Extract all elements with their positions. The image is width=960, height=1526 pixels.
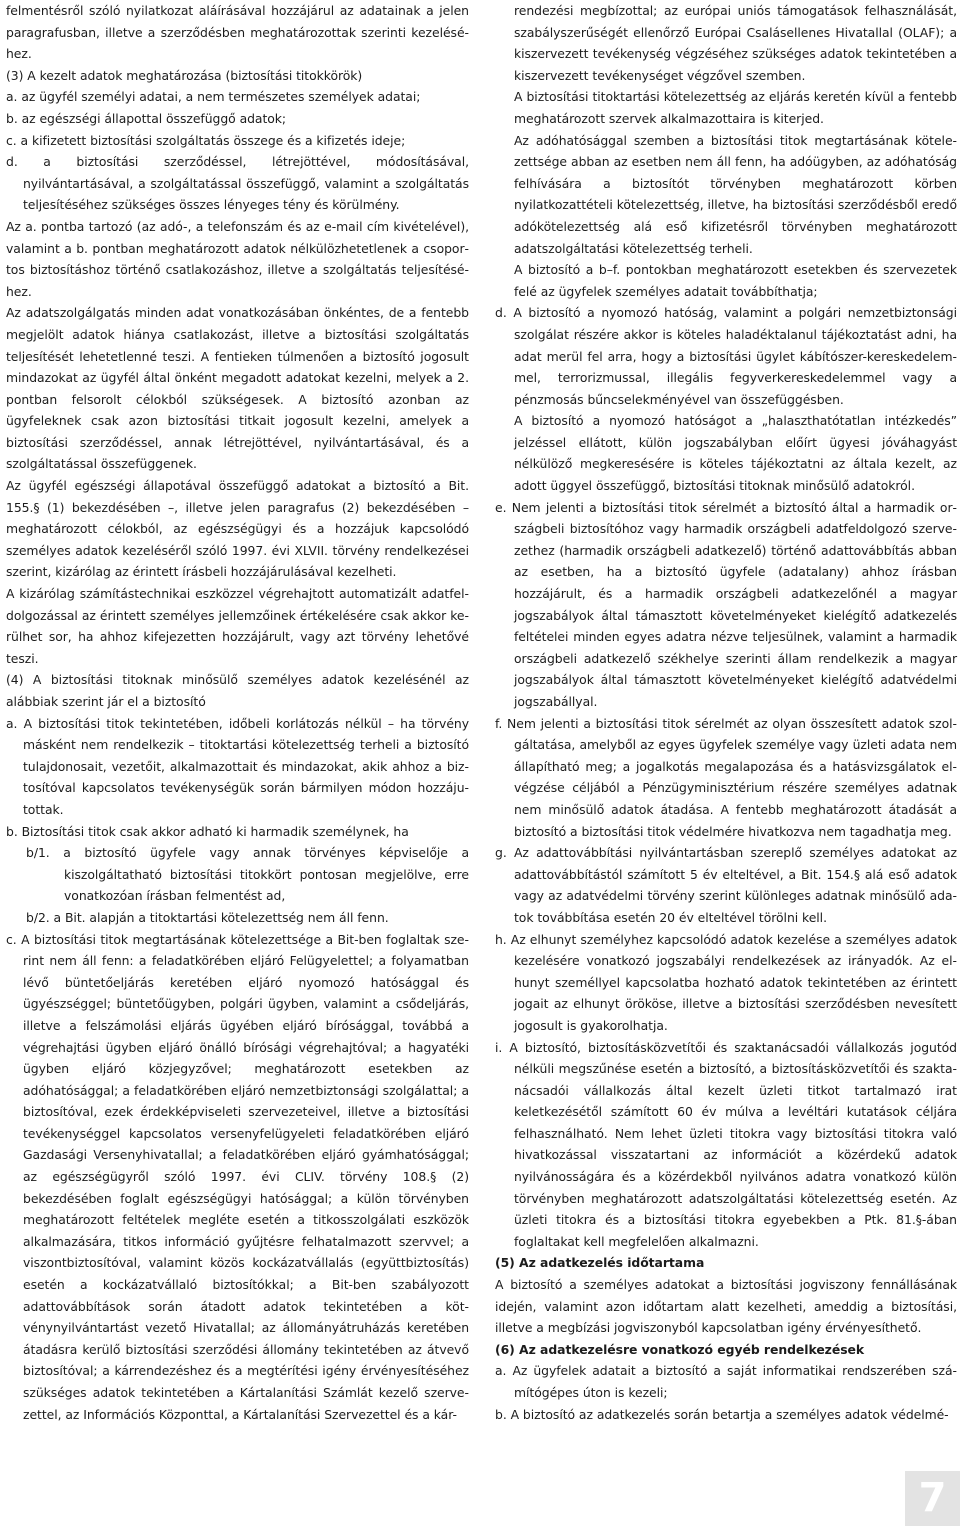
section-4-heading: (4) A biztosítási titoknak minősülő személyes adatok kezelésénél az alábbiak szerint jár el a biztosító [6, 672, 469, 709]
list-item-a: a. az ügyfél személyi adatai, a nem természetes személyek adatai; [6, 89, 421, 105]
paragraph: rendezési megbízottal; az európai uniós támogatások felhasználását, szabályszerűségét ellenőrző Európai Csalásellenes Hivatallal (OLAF); a kiszervezett tevékenység végzéséhez szükséges adatok tekintetében a kiszervezett tevékenységet végzővel szemben. [514, 3, 957, 83]
list-item-a: a. Az ügyfelek adatait a biztosító a saját informatikai rendszerében számítógépes úton is kezeli; [495, 1363, 957, 1400]
list-item-f: f. Nem jelenti a biztosítási titok sérelmét az olyan összesített adatok szolgáltatása, amelyből az egyes ügyfelek személye vagy üzleti adata nem állapítható meg; a jogalkotás megalapozása és a hatásvizsgálatok elvégzése céljából a Pénzügyminisztérium részére személyes adatnak nem minősülő adatok átadása. A fentebb meghatározott átadását a biztosító a biztosítási titok védelmére hivatkozva nem tagadhatja meg. [495, 715, 957, 839]
paragraph: A biztosítási titoktartási kötelezettség az eljárás keretén kívül a fentebb meghatározott szervek alkalmazottaira is kiterjed. [514, 89, 957, 126]
section-3-heading: (3) A kezelt adatok meghatározása (biztosítási titokkörök) [6, 67, 363, 83]
paragraph: Az adatszolgálgatás minden adat vonatkozásában önkéntes, de a fentebb megjelölt adatok hiánya csatlakozást, illetve a biztosítási szolgáltatás teljesítését lehetetlenné teszi. A fentieken túlmenően a biztosító jogosult mindazokat az ügyfél által önként megadott adatokat kezelni, melyek a 2. pontban felsorolt célokból szükségesek. A biztosító azonban az ügyfeleknek csak azon biztosítási titkait jogosult kezelni, amelyek a biztosítási szerződéssel, annak létrejöttével, nyilvántartásával, és a szolgáltatással összefüggenek. [6, 305, 469, 472]
list-item-g: g. Az adattovábbítási nyilvántartásban szereplő személyes adatokat az adattovábbítástól számított 5 év elteltével, a Bit. 154.§ alá eső adatok vagy az adatvédelmi törvény szerint különleges adatnak minősülő adatok továbbítása esetén 20 év elteltével törölni kell. [495, 845, 957, 925]
paragraph: A biztosító a b–f. pontokban meghatározott esetekben és szervezetek felé az ügyfelek személyes adatait továbbíthatja; [514, 262, 957, 299]
paragraph: felmentésről szóló nyilatkozat aláírásával hozzájárul az adatainak a jelen paragrafusban, illetve a szerződésben meghatározottak szerinti kezeléséhez. [6, 3, 469, 62]
paragraph: A biztosító a személyes adatokat a biztosítási jogviszony fennállásának idején, valamint azon időtartam alatt kezelheti, ameddig a biztosítási, illetve a megbízási jogviszonyból kapcsolatban igény érvényesíthető. [495, 1277, 957, 1336]
list-item-b: b. A biztosító az adatkezelés során betartja a személyes adatok védelmé- [495, 1406, 949, 1422]
list-item-h: h. Az elhunyt személyhez kapcsolódó adatok kezelése a személyes adatok kezelésére vonatkozó jogszabályi rendelkezések az irányadók. Az elhunyt személlyel kapcsolatba hozható adatok tekintetében az érintett jogait az elhunyt örököse, illetve a biztosítási szerződésben nevesített jogosult is gyakorolhatja. [495, 931, 957, 1033]
list-item-b: b. az egészségi állapottal összefüggő adatok; [6, 110, 287, 126]
list-item-d: d. a biztosítási szerződéssel, létrejöttével, módosításával, nyilvántartásával, a szolgáltatással összefüggő, valamint a szolgáltatás teljesítéséhez szükséges összes lényeges tény és körülmény. [6, 154, 469, 213]
right-column [495, 0, 957, 1425]
page-number: 7 [905, 1471, 960, 1526]
section-5-heading: (5) Az adatkezelés időtartama [495, 1255, 705, 1271]
list-item-d: d. A biztosító a nyomozó hatóság, valamint a polgári nemzetbiztonsági szolgálat részére akkor is köteles haladéktalanul tájékoztatást adni, ha adat merül fel arra, hogy a biztosítási ügylet kábítószer-kereskedelemmel, terrorizmussal, illegális fegyverkereskedelemmel vagy a pénzmosás bűncselekményével van összefüggésben. [495, 305, 957, 407]
list-item-i: i. A biztosító, biztosításközvetítői és szaktanácsadói vállalkozás jogutód nélküli megszűnése esetén a biztosító, a biztosításközvetítői és szaktanácsadói vállalkozás által kezelt üzleti titkot tartalmazó irat keletkezésétől számított 60 év múlva a levéltári kutatások céljára felhasználható. Nem lehet üzleti titokra vagy biztosítási titokra való hivatkozással visszatartani az információt a közérdekű adatok nyilvánosságára és a közérdekből nyilvános adatra vonatkozó külön törvényben meghatározott adatszolgáltatási kötelezettség esetén. Az üzleti titokra és a biztosítási titokra egyebekben a Ptk. 81.§-ában foglaltakat kell megfelelően alkalmazni. [495, 1039, 957, 1249]
paragraph: Az a. pontba tartozó (az adó-, a telefonszám és az e-mail cím kivételével), valamint a b. pontban meghatározott adatok nélkülözhetetlenek a csoportos biztosításhoz történő csatlakozáshoz, illetve a szolgáltatás teljesítéséhez. [6, 218, 469, 299]
left-column [6, 0, 469, 1425]
list-item-c: c. A biztosítási titok megtartásának kötelezettsége a Bit-ben foglaltak szerint nem áll fenn: a feladatkörében eljáró Felügyelettel; a folyamatban lévő büntetőeljárás keretében eljáró nyomozó hatósággal és ügyészséggel; büntetőügyben, polgári ügyben, valamint a csődeljárás, illetve a felszámolási eljárás ügyében eljáró bírósággal, továbbá a végrehajtási ügyben eljáró önálló bírósági végrehajtóval; a hagyatéki ügyben eljáró közjegyzővel; meghatározott esetekben az adóhatósággal; a feladatkörében eljáró nemzetbiztonsági szolgálattal; a biztosítóval, ezek érdekképviseleti szervezeteivel, illetve a biztosítási tevékenységgel kapcsolatos versenyfelügyeleti feladatkörében eljáró Gazdasági Versenyhivatallal; a feladatkörében eljáró gyámhatósággal; az egészségügyről szóló 1997. évi CLIV. törvény 108.§ (2) bekezdésében foglalt egészségügyi hatósággal; a külön törvényben meghatározott feltételek megléte esetén a titkosszolgálati eszközök alkalmazására, titkos információ gyűjtésre felhatalmazott szervvel; a viszontbiztosítóval, valamint közös kockázatvállalás (együttbiztosítás) esetén a kockázatvállaló biztosítókkal; a Bit-ben szabályozott adattovábbítások során átadott adatok tekintetében a kötvénynyilvántartást vezető Hivatallal; az állományátruházás keretében átadásra kerülő biztosítási szerződési állomány tekintetében az átvevő biztosítóval; a kárrendezéshez és a megtérítési igény érvényesítéséhez szükséges adatok tekintetében a Kártalanítási Számlát kezelő szervezettel, az Információs Központtal, a Kártalanítási Szervezettel és a kár- [6, 931, 469, 1422]
list-item-b: b. Biztosítási titok csak akkor adható ki harmadik személynek, ha [6, 823, 409, 839]
list-item-a: a. A biztosítási titok tekintetében, időbeli korlátozás nélkül – ha törvény másként nem rendelkezik – titoktartási kötelezettség terheli a biztosító tulajdonosait, vezetőit, alkalmazottait és mindazokat, akik ahhoz a biztosítóval kapcsolatos tevékenységük során bármilyen módon hozzájutottak. [6, 715, 469, 817]
sub-item-b1: b/1. a biztosító ügyfele vagy annak törvényes képviselője a kiszolgáltatható biztosítási titokkört pontosan megjelölve, erre vonatkozóan írásban felmentést ad, [26, 845, 469, 904]
paragraph: Az adóhatósággal szemben a biztosítási titok megtartásának kötelezettsége abban az esetben nem áll fenn, ha adóügyben, az adóhatóság felhívására a biztosítót törvényben meghatározott körben nyilatkozattételi kötelezettség, illetve, ha biztosítási szerződésből eredő adókötelezettség alá eső kifizetésről törvényben meghatározott adatszolgáltatási kötelezettség terheli. [514, 132, 957, 256]
paragraph: A kizárólag számítástechnikai eszközzel végrehajtott automatizált adatfeldolgozással az érintett személyes jellemzőinek értékelésére csak akkor kerülhet sor, ha ahhoz kifejezetten hozzájárult, vagy azt törvény lehetővé teszi. [6, 586, 469, 666]
list-item-c: c. a kifizetett biztosítási szolgáltatás összege és a kifizetés ideje; [6, 132, 406, 148]
section-6-heading: (6) Az adatkezelésre vonatkozó egyéb rendelkezések [495, 1341, 865, 1357]
list-item-e: e. Nem jelenti a biztosítási titok sérelmét a biztosító által a harmadik országbeli biztosítóhoz vagy harmadik országbeli adatfeldolgozó szervezethez (harmadik országbeli adatkezelő) történő adattovábbítás abban az esetben, ha a biztosító ügyfele (adatalany) ahhoz írásban hozzájárult, és a harmadik országbeli adatkezelőnél a magyar jogszabályok által támasztott követelményeket kielégítő adatkezelés feltételei minden egyes adatra nézve teljesülnek, valamint a harmadik országbeli adatkezelő székhelye szerinti állam rendelkezik a magyar jogszabályok által támasztott követelményeket kielégítő adatvédelmi jogszabállyal. [495, 499, 957, 709]
paragraph: A biztosító a nyomozó hatóságot a „halaszthatótatlan intézkedés” jelzéssel ellátott, külön jogszabályban előírt ügyesi jóváhagyást nélkülöző megkeresésére is köteles tájékoztatni az általa kezelt, az adott üggyel összefüggő, biztosítási titoknak minősülő adatokról. [514, 413, 957, 494]
paragraph: Az ügyfél egészségi állapotával összefüggő adatokat a biztosító a Bit. 155.§ (1) bekezdésében –, illetve jelen paragrafus (2) bekezdésében – meghatározott célokból, az egészségügyi és a hozzájuk kapcsolódó személyes adatok kezeléséről szóló 1997. évi XLVII. törvény rendelkezései szerint, kizárólag az érintett írásbeli hozzájárulásával kezelheti. [6, 478, 469, 580]
sub-item-b2: b/2. a Bit. alapján a titoktartási kötelezettség nem áll fenn. [26, 909, 389, 925]
